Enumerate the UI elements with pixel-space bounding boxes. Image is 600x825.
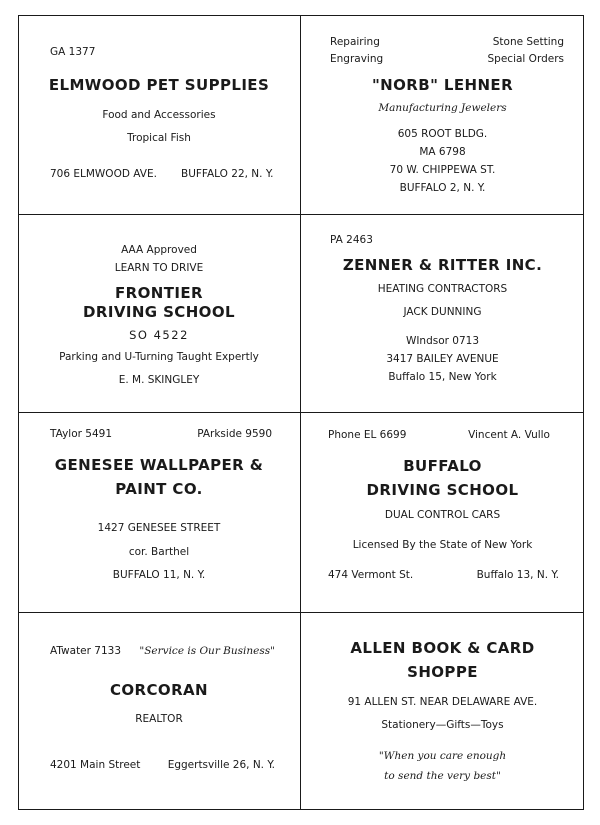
- address-line: 70 W. CHIPPEWA ST.: [389, 164, 496, 176]
- address-line: BUFFALO 2, N. Y.: [399, 182, 486, 194]
- business-name: ALLEN BOOK & CARD: [350, 639, 535, 657]
- business-name: SHOPPE: [407, 663, 478, 681]
- quote-line: "When you care enough: [378, 750, 507, 762]
- business-name: ZENNER & RITTER INC.: [342, 256, 543, 274]
- tagline: Manufacturing Jewelers: [378, 102, 507, 114]
- phone-number: Phone EL 6699: [328, 429, 407, 441]
- profession: REALTOR: [135, 713, 183, 725]
- business-name: BUFFALO: [403, 457, 482, 475]
- ad-buffalo-driving-school: [301, 413, 584, 612]
- phone-number: GA 1377: [50, 46, 96, 58]
- tagline: LEARN TO DRIVE: [114, 262, 204, 274]
- address-line: 1427 GENESEE STREET: [97, 522, 221, 534]
- phone-number: ATwater 7133: [50, 645, 122, 657]
- quote-line: to send the very best": [384, 770, 501, 782]
- ad-elmwood-pet-supplies: [18, 15, 300, 214]
- description-line: Tropical Fish: [127, 132, 191, 144]
- ad-norb-lehner: [301, 15, 584, 214]
- contact-name: JACK DUNNING: [403, 306, 482, 318]
- phone-number: WIndsor 0713: [405, 335, 480, 347]
- owner-name: E. M. SKINGLEY: [118, 374, 200, 386]
- business-name: DRIVING SCHOOL: [366, 481, 519, 499]
- address-line: Buffalo 15, New York: [388, 371, 497, 383]
- street-address: 706 ELMWOOD AVE.: [50, 168, 157, 180]
- description-line: Food and Accessories: [102, 109, 216, 121]
- slogan: "Service is Our Business": [139, 645, 275, 657]
- business-name: CORCORAN: [110, 681, 208, 699]
- business-name: "NORB" LEHNER: [371, 76, 514, 94]
- description-line: Licensed By the State of New York: [352, 539, 533, 551]
- description-line: Parking and U-Turning Taught Expertly: [59, 351, 259, 363]
- address-line: BUFFALO 11, N. Y.: [112, 569, 206, 581]
- business-name: DRIVING SCHOOL: [83, 303, 235, 321]
- city-address: Buffalo 13, N. Y.: [476, 569, 559, 581]
- phone-number: MA 6798: [419, 146, 466, 158]
- business-name: PAINT CO.: [115, 480, 203, 498]
- city-address: Eggertsville 26, N. Y.: [167, 759, 275, 771]
- phone-number: PArkside 9590: [197, 428, 272, 440]
- description-line: DUAL CONTROL CARS: [384, 509, 501, 521]
- ad-allen-book-card: [301, 613, 584, 810]
- street-address: 4201 Main Street: [50, 759, 141, 771]
- address-line: 605 ROOT BLDG.: [397, 128, 488, 140]
- service-line: Engraving: [330, 53, 384, 65]
- phone-number: PA 2463: [330, 234, 373, 246]
- ad-page: [18, 15, 584, 810]
- ad-zenner-ritter: [301, 215, 584, 412]
- address-line: 91 ALLEN ST. NEAR DELAWARE AVE.: [347, 696, 538, 708]
- service-line: Stone Setting: [492, 36, 564, 48]
- service-line: Special Orders: [487, 53, 564, 65]
- owner-name: Vincent A. Vullo: [468, 429, 550, 441]
- business-name: ELMWOOD PET SUPPLIES: [48, 76, 270, 94]
- address-line: 3417 BAILEY AVENUE: [386, 353, 499, 365]
- city-address: BUFFALO 22, N. Y.: [181, 168, 274, 180]
- phone-number: TAylor 5491: [50, 428, 113, 440]
- street-address: 474 Vermont St.: [328, 569, 414, 581]
- ad-corcoran-realtor: [18, 613, 300, 810]
- service-line: Repairing: [330, 36, 380, 48]
- description-line: Stationery—Gifts—Toys: [381, 719, 504, 731]
- address-line: cor. Barthel: [128, 546, 190, 558]
- ad-frontier-driving-school: [18, 215, 300, 412]
- ad-genesee-wallpaper: [18, 413, 300, 612]
- approval-line: AAA Approved: [121, 244, 197, 256]
- business-name: GENESEE WALLPAPER &: [54, 456, 264, 474]
- description-line: HEATING CONTRACTORS: [377, 283, 508, 295]
- business-name: FRONTIER: [115, 284, 203, 302]
- phone-number: SO 4522: [129, 328, 189, 342]
